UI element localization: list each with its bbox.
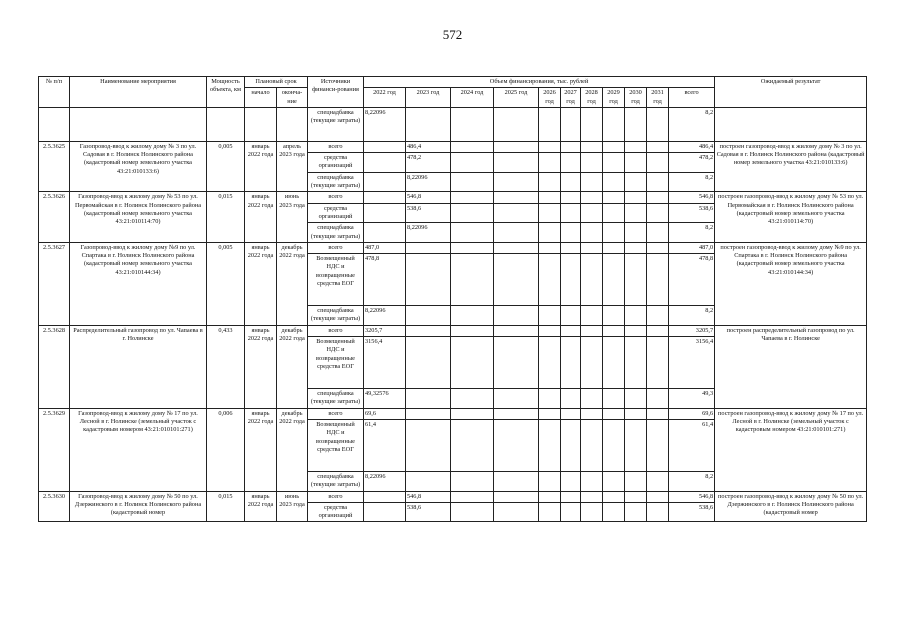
cell-capacity: 0,015: [207, 192, 245, 242]
cell-source: Возмещенный НДС и возвращенные средства ЕОГ: [308, 254, 364, 306]
cell-source: средства организаций: [308, 153, 364, 173]
cell-start: январь 2022 года: [245, 325, 277, 408]
cell-source: спецнадбавка (текущие затраты): [308, 223, 364, 243]
cell-total: 3156,4: [669, 337, 715, 389]
cell-2023: 538,6: [406, 502, 451, 522]
cell-2023: 8,22096: [406, 223, 451, 243]
cell-capacity: 0,005: [207, 141, 245, 191]
header-term-start: начало: [245, 88, 277, 108]
header-expected-result: Ожидаемый результат: [715, 77, 867, 108]
cell-end: [277, 107, 308, 141]
table-row: [39, 141, 867, 152]
header-year: 2028 год: [581, 88, 603, 108]
cell-2023: 8,22096: [406, 172, 451, 192]
cell-capacity: [207, 107, 245, 141]
cell-end: июнь 2023 года: [277, 491, 308, 522]
table-row: [39, 491, 867, 502]
cell-total: 8,2: [669, 471, 715, 491]
cell-source: всего: [308, 491, 364, 502]
cell-num: 2.5.3628: [39, 325, 70, 408]
cell-name: Газопровод-ввод к жилому дому №9 по ул. Спартака в г. Нолинск Нолинского района (кадастровый номер земельного участка 43:21:010144:34): [70, 242, 207, 325]
cell-start: январь 2022 года: [245, 192, 277, 242]
cell-2023: [406, 337, 451, 389]
cell-2022: [364, 223, 406, 243]
header-sources: Источники финанси-рования: [308, 77, 364, 108]
header-capacity: Мощность объекта, км: [207, 77, 245, 108]
cell-name: Газопровод-ввод к жилому дому № 53 по ул. Первомайская в г. Нолинск Нолинского района (кадастровый номер земельного участка 43:21:010114:70): [70, 192, 207, 242]
table-row: [39, 107, 867, 141]
cell-num: 2.5.3626: [39, 192, 70, 242]
cell-2022: 3156,4: [364, 337, 406, 389]
header-year: 2031 год: [647, 88, 669, 108]
cell-2022: 69,6: [364, 408, 406, 419]
cell-2022: 478,8: [364, 254, 406, 306]
cell-capacity: 0,015: [207, 491, 245, 522]
cell-2022: [364, 502, 406, 522]
cell-total: 49,3: [669, 389, 715, 409]
cell-2022: [364, 203, 406, 223]
header-year: 2030 год: [625, 88, 647, 108]
cell-total: 478,2: [669, 153, 715, 173]
table-row: [39, 408, 867, 419]
cell-2023: [406, 306, 451, 326]
header-year: 2029 год: [603, 88, 625, 108]
cell-result: построен газопровод-ввод к жилому дому №9 по ул. Спартака в г. Нолинск Нолинского района (кадастровый номер земельного участка 43:21:010144:34): [715, 242, 867, 325]
cell-2023: [406, 325, 451, 336]
cell-2022: 487,0: [364, 242, 406, 253]
cell-name: Распределительный газопровод по ул. Чапаева в г. Нолинске: [70, 325, 207, 408]
cell-2022: [364, 192, 406, 203]
cell-total: 538,6: [669, 203, 715, 223]
cell-total: 8,2: [669, 223, 715, 243]
cell-2022: 61,4: [364, 419, 406, 471]
cell-capacity: 0,006: [207, 408, 245, 491]
cell-total: 546,8: [669, 192, 715, 203]
cell-source: средства организаций: [308, 203, 364, 223]
cell-num: 2.5.3629: [39, 408, 70, 491]
cell-end: декабрь 2022 года: [277, 408, 308, 491]
cell-name: [70, 107, 207, 141]
cell-name: Газопровод-ввод к жилому дому № 50 по ул. Дзержинского в г. Нолинск Нолинского района (кадастровый номер: [70, 491, 207, 522]
cell-total: 69,6: [669, 408, 715, 419]
table-header-row: [39, 77, 867, 88]
cell-2022: [364, 491, 406, 502]
cell-2023: [406, 408, 451, 419]
cell-result: построен газопровод-ввод к жилому дому № 17 по ул. Лесной в г. Нолинске (земельный участок с кадастровым номером 43:21:010101:271): [715, 408, 867, 491]
cell-source: Возмещенный НДС и возвращенные средства ЕОГ: [308, 419, 364, 471]
cell-start: январь 2022 года: [245, 141, 277, 191]
financing-table: [38, 76, 867, 522]
cell-2023: [406, 471, 451, 491]
cell-result: построен газопровод-ввод к жилому дому № 50 по ул. Дзержинского в г. Нолинск Нолинского района (кадастровый номер: [715, 491, 867, 522]
cell-result: построен распределительный газопровод по ул. Чапаева в г. Нолинске: [715, 325, 867, 408]
cell-capacity: 0,433: [207, 325, 245, 408]
cell-total: 487,0: [669, 242, 715, 253]
cell-result: [715, 107, 867, 141]
header-year: 2022 год: [364, 88, 406, 108]
header-year: 2027 год: [561, 88, 581, 108]
cell-source: спецнадбавка (текущие затраты): [308, 107, 364, 141]
cell-num: 2.5.3627: [39, 242, 70, 325]
table-row: [39, 242, 867, 253]
cell-2022: 8,22096: [364, 306, 406, 326]
cell-end: декабрь 2022 года: [277, 325, 308, 408]
cell-2023: [406, 242, 451, 253]
cell-2023: [406, 107, 451, 141]
cell-start: январь 2022 года: [245, 242, 277, 325]
cell-source: средства организаций: [308, 502, 364, 522]
cell-2022: 49,32576: [364, 389, 406, 409]
cell-total: 61,4: [669, 419, 715, 471]
cell-end: декабрь 2022 года: [277, 242, 308, 325]
cell-source: спецнадбавка (текущие затраты): [308, 471, 364, 491]
cell-source: Возмещенный НДС и возвращенные средства ЕОГ: [308, 337, 364, 389]
page-number: 572: [442, 27, 463, 42]
cell-name: Газопровод-ввод к жилому дому № 17 по ул. Лесной в г. Нолинске (земельный участок с кадастровым номером 43:21:010101:271): [70, 408, 207, 491]
cell-end: апрель 2023 года: [277, 141, 308, 191]
cell-2023: 486,4: [406, 141, 451, 152]
cell-name: Газопровод-ввод к жилому дому № 3 по ул. Садовая в г. Нолинск Нолинского района (кадастровый номер земельного участка 43:21:010133:6): [70, 141, 207, 191]
cell-2023: 538,6: [406, 203, 451, 223]
cell-total: 478,8: [669, 254, 715, 306]
cell-total: 546,8: [669, 491, 715, 502]
header-name: Наименование мероприятия: [70, 77, 207, 108]
header-num: № п/п: [39, 77, 70, 108]
cell-total: 3205,7: [669, 325, 715, 336]
header-year: 2024 год: [451, 88, 494, 108]
cell-2023: [406, 419, 451, 471]
header-year: 2026 год: [539, 88, 561, 108]
cell-source: всего: [308, 192, 364, 203]
table-row: [39, 192, 867, 203]
cell-total: 8,2: [669, 107, 715, 141]
table-row: [39, 325, 867, 336]
cell-2022: 8,22096: [364, 471, 406, 491]
cell-capacity: 0,005: [207, 242, 245, 325]
cell-2022: 8,22096: [364, 107, 406, 141]
cell-2023: 546,8: [406, 192, 451, 203]
cell-source: всего: [308, 325, 364, 336]
cell-source: спецнадбавка (текущие затраты): [308, 389, 364, 409]
cell-2022: [364, 141, 406, 152]
cell-num: 2.5.3625: [39, 141, 70, 191]
header-total: всего: [669, 88, 715, 108]
cell-total: 8,2: [669, 306, 715, 326]
cell-total: 486,4: [669, 141, 715, 152]
cell-source: спецнадбавка (текущие затраты): [308, 172, 364, 192]
cell-2022: [364, 172, 406, 192]
cell-source: всего: [308, 141, 364, 152]
cell-2022: [364, 153, 406, 173]
cell-total: 538,6: [669, 502, 715, 522]
cell-2023: [406, 254, 451, 306]
cell-result: построен газопровод-ввод к жилому дому № 3 по ул. Садовая в г. Нолинск Нолинского района (кадастровый номер земельного участка 43:21:010133:6): [715, 141, 867, 191]
cell-start: январь 2022 года: [245, 408, 277, 491]
header-term-end: оконча-ние: [277, 88, 308, 108]
header-year: 2025 год: [494, 88, 539, 108]
cell-start: [245, 107, 277, 141]
cell-num: [39, 107, 70, 141]
cell-start: январь 2022 года: [245, 491, 277, 522]
cell-source: всего: [308, 242, 364, 253]
header-year: 2023 год: [406, 88, 451, 108]
header-financing-volume: Объем финансирования, тыс. рублей: [364, 77, 715, 88]
cell-2022: 3205,7: [364, 325, 406, 336]
cell-total: 8,2: [669, 172, 715, 192]
cell-2023: [406, 389, 451, 409]
cell-result: построен газопровод-ввод к жилому дому № 53 по ул. Первомайская в г. Нолинск Нолинского района (кадастровый номер земельного участка 43:21:010114:70): [715, 192, 867, 242]
cell-num: 2.5.3630: [39, 491, 70, 522]
cell-end: июнь 2023 года: [277, 192, 308, 242]
cell-source: всего: [308, 408, 364, 419]
cell-2023: 546,8: [406, 491, 451, 502]
header-planned-term: Плановый срок: [245, 77, 308, 88]
cell-source: спецнадбавка (текущие затраты): [308, 306, 364, 326]
cell-2023: 478,2: [406, 153, 451, 173]
